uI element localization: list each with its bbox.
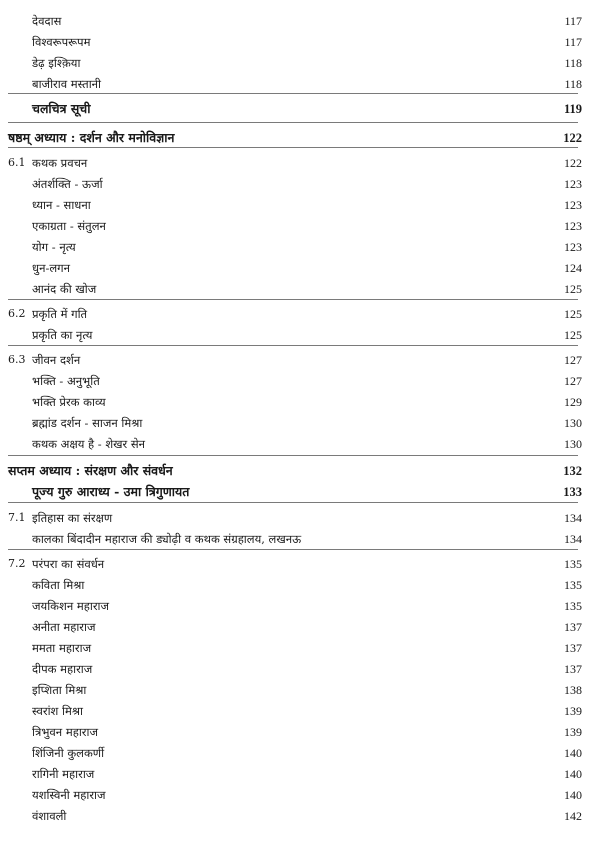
entry-title: ममता महाराज [32,641,92,655]
entry-title: परंपरा का संवर्धन [32,557,105,571]
page-number: 127 [564,374,582,388]
section-number: 7.2 [8,557,26,570]
toc-entry[interactable] [0,196,600,214]
entry-title: ब्रह्मांड दर्शन - साजन मिश्रा [32,416,143,430]
page-number: 122 [563,131,582,145]
toc-entry[interactable] [0,351,600,369]
entry-title: डेढ़ इश्क़िया [32,56,81,70]
entry-title: बाजीराव मस्तानी [32,77,102,91]
toc-entry[interactable] [0,326,600,344]
page-number: 137 [564,641,582,655]
entry-title: कविता मिश्रा [32,578,85,592]
divider [8,147,578,148]
divider [8,299,578,300]
toc-entry[interactable] [0,597,600,615]
entry-title: पूज्य गुरु आराध्य - उमा त्रिगुणायत [32,484,190,499]
divider [8,345,578,346]
divider [8,122,578,123]
page-number: 134 [564,511,582,525]
entry-title: दीपक महाराज [32,662,93,676]
page-number: 130 [564,416,582,430]
entry-title: एकाग्रता - संतुलन [32,219,106,233]
toc-entry[interactable] [0,259,600,277]
toc-entry[interactable] [0,681,600,699]
entry-title: इतिहास का संरक्षण [32,511,113,525]
toc-entry[interactable] [0,639,600,657]
entry-title: त्रिभुवन महाराज [32,725,99,739]
page-number: 119 [563,102,582,116]
entry-title: कथक अक्षय है - शेखर सेन [32,437,146,451]
page-number: 130 [564,437,582,451]
page-number: 123 [564,219,582,233]
entry-title: स्वरांश मिश्रा [32,704,84,718]
entry-title: इप्शिता मिश्रा [32,683,87,697]
entry-title: चलचित्र सूची [32,101,91,116]
toc-entry[interactable] [0,372,600,390]
toc-entry[interactable] [0,393,600,411]
page-number: 140 [564,788,582,802]
toc-entry[interactable] [0,33,600,51]
section-number: 6.1 [8,156,26,169]
page-number: 123 [564,177,582,191]
entry-title: ध्यान - साधना [32,198,91,212]
toc-entry[interactable] [0,175,600,193]
page-number: 135 [564,578,582,592]
page-number: 129 [564,395,582,409]
divider [8,549,578,550]
toc-chapter-heading[interactable] [0,462,600,480]
page-number: 125 [564,328,582,342]
divider [8,93,578,94]
toc-entry[interactable] [0,555,600,573]
page-number: 139 [564,725,582,739]
entry-title: भक्ति - अनुभूति [32,374,100,388]
entry-title: योग - नृत्य [32,240,76,254]
entry-title: आनंद की खोज [32,282,97,296]
toc-entry[interactable] [0,217,600,235]
page-number: 134 [564,532,582,546]
page-number: 124 [564,261,582,275]
page-number: 133 [563,485,582,499]
page-number: 137 [564,620,582,634]
divider [8,455,578,456]
entry-title: यशस्विनी महाराज [32,788,106,802]
toc-entry[interactable] [0,75,600,93]
page-number: 137 [564,662,582,676]
entry-title: कथक प्रवचन [32,156,88,170]
entry-title: प्रकृति में गति [32,307,88,321]
toc-entry[interactable] [0,723,600,741]
page-number: 138 [564,683,582,697]
page-number: 139 [564,704,582,718]
toc-entry[interactable] [0,238,600,256]
page-number: 117 [564,14,582,28]
page-number: 135 [564,599,582,613]
entry-title: कालका बिंदादीन महाराज की ड्योढ़ी व कथक संग्रहालय, लखनऊ [32,532,302,546]
page-number: 118 [564,77,582,91]
toc-entry[interactable] [0,483,600,501]
toc-entry[interactable] [0,435,600,453]
entry-title: शिंजिनी कुलकर्णी [32,746,105,760]
page-number: 140 [564,767,582,781]
page-number: 140 [564,746,582,760]
entry-title: अंतर्शक्ति - ऊर्जा [32,177,103,191]
section-number: 7.1 [8,511,26,524]
toc-entry[interactable] [0,618,600,636]
page-number: 132 [563,464,582,478]
page-number: 142 [564,809,582,823]
toc-entry[interactable] [0,414,600,432]
toc-entry[interactable] [0,786,600,804]
toc-chapter-heading[interactable] [0,129,600,147]
page-number: 123 [564,240,582,254]
toc-entry[interactable] [0,530,600,548]
page-number: 123 [564,198,582,212]
entry-title: अनीता महाराज [32,620,96,634]
toc-entry[interactable] [0,702,600,720]
page-number: 135 [564,557,582,571]
toc-entry[interactable] [0,576,600,594]
entry-title: वंशावली [32,809,67,823]
page-number: 117 [564,35,582,49]
section-number: 6.3 [8,353,26,366]
entry-title: भक्ति प्रेरक काव्य [32,395,106,409]
toc-entry[interactable] [0,807,600,825]
section-number: 6.2 [8,307,26,320]
page-number: 122 [564,156,582,170]
toc-entry[interactable] [0,660,600,678]
toc-entry[interactable] [0,154,600,172]
entry-title: प्रकृति का नृत्य [32,328,93,342]
toc-entry[interactable] [0,744,600,762]
toc-entry[interactable] [0,305,600,323]
entry-title: देवदास [32,14,62,28]
toc-entry[interactable] [0,509,600,527]
page-number: 125 [564,282,582,296]
page-number: 125 [564,307,582,321]
entry-title: विश्वरूपरूपम [32,35,91,49]
page-number: 127 [564,353,582,367]
toc-entry[interactable] [0,54,600,72]
entry-title: जयकिशन महाराज [32,599,110,613]
entry-title: रागिनी महाराज [32,767,95,781]
divider [8,502,578,503]
toc-entry[interactable] [0,280,600,298]
entry-title: जीवन दर्शन [32,353,81,367]
entry-title: धुन-लगन [32,261,70,275]
entry-title: षष्ठम् अध्याय : दर्शन और मनोविज्ञान [8,130,175,145]
entry-title: सप्तम अध्याय : संरक्षण और संवर्धन [8,463,173,478]
toc-entry[interactable] [0,765,600,783]
toc-entry[interactable] [0,100,600,118]
toc-entry[interactable] [0,12,600,30]
page-number: 118 [564,56,582,70]
